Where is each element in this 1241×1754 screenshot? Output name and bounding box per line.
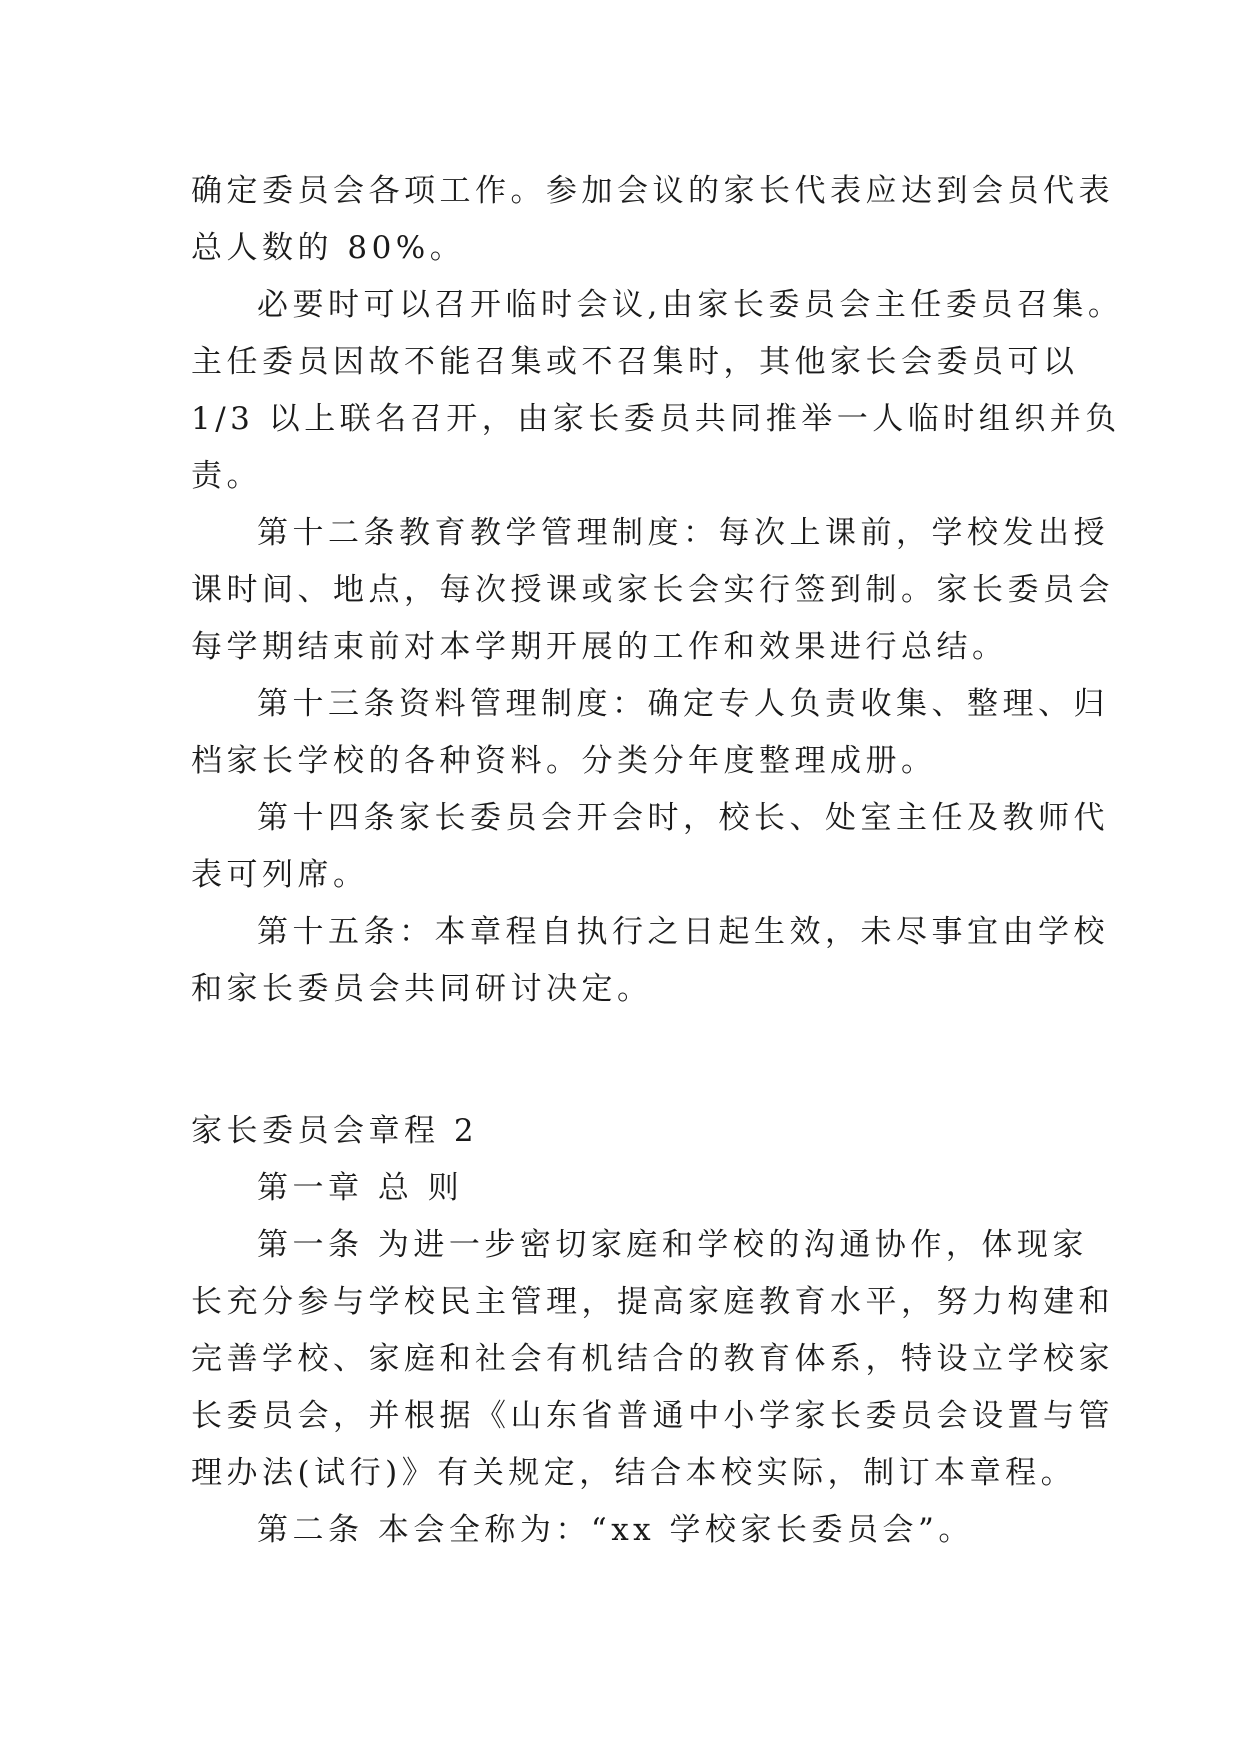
paragraph-article-13 [191, 676, 1109, 790]
paragraph-article-12 [191, 505, 1114, 676]
chapter-heading: 第一章 总 则 [257, 1170, 464, 1206]
section-title: 家长委员会章程 2 [191, 1113, 479, 1149]
paragraph-article-14 [191, 790, 1109, 904]
text-line: 第十五条：本章程自执行之日起生效，未尽事宜由学校 [257, 914, 1109, 950]
text-line: 第十二条教育教学管理制度：每次上课前，学校发出授 [257, 515, 1109, 551]
text-line: 课时间、地点，每次授课或家长会实行签到制。家长委员会 [191, 572, 1114, 608]
text-line: 档家长学校的各种资料。分类分年度整理成册。 [191, 743, 937, 779]
paragraph-committee-work [191, 163, 1114, 277]
text-line: 第二条 本会全称为：“xx 学校家长委员会”。 [257, 1512, 974, 1548]
text-line: 表可列席。 [191, 857, 369, 893]
section-gap [191, 1018, 1071, 1103]
text-line: 理办法(试行)》有关规定，结合本校实际，制订本章程。 [191, 1455, 1077, 1491]
document-body [191, 163, 1124, 1559]
text-line: 每学期结束前对本学期开展的工作和效果进行总结。 [191, 629, 1008, 665]
paragraph-article-2 [191, 1502, 1071, 1559]
text-line: 第十三条资料管理制度：确定专人负责收集、整理、归 [257, 686, 1109, 722]
text-line: 长委员会，并根据《山东省普通中小学家长委员会设置与管 [191, 1398, 1114, 1434]
text-line: 责。 [191, 458, 262, 494]
text-line: 必要时可以召开临时会议,由家长委员会主任委员召集。 [257, 287, 1124, 323]
paragraph-article-15 [191, 904, 1109, 1018]
paragraph-article-1 [191, 1217, 1114, 1502]
text-line: 长充分参与学校民主管理，提高家庭教育水平，努力构建和 [191, 1284, 1114, 1320]
text-line: 主任委员因故不能召集或不召集时，其他家长会委员可以 [191, 344, 1079, 380]
text-line: 1/3 以上联名召开，由家长委员共同推举一人临时组织并负 [191, 401, 1121, 437]
text-line: 确定委员会各项工作。参加会议的家长代表应达到会员代表 [191, 173, 1114, 209]
text-line: 完善学校、家庭和社会有机结合的教育体系，特设立学校家 [191, 1341, 1114, 1377]
text-line: 第十四条家长委员会开会时，校长、处室主任及教师代 [257, 800, 1109, 836]
paragraph-temporary-meeting [191, 277, 1124, 505]
text-line: 总人数的 80%。 [191, 230, 466, 266]
text-line: 第一条 为进一步密切家庭和学校的沟通协作，体现家 [257, 1227, 1088, 1263]
text-line: 和家长委员会共同研讨决定。 [191, 971, 653, 1007]
